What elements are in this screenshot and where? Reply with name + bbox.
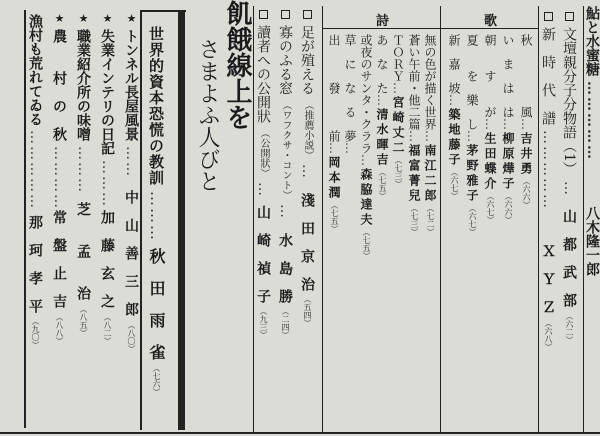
toc-item-note: （公開狀） — [258, 127, 269, 178]
toc-item-feet-multiply[interactable]: 足が殖える （推薦小説） … 淺 田 京 治 （五四） — [300, 0, 314, 430]
toc-item-new-era[interactable]: 新 時 代 譜 …………… Ｘ Ｙ Ｚ （六八） — [541, 0, 555, 430]
toc-item-page: （六六） — [522, 177, 531, 209]
toc-item-author: 水 島 勝 — [277, 232, 293, 303]
feature-author: 秋 田 雨 雀 — [147, 247, 166, 360]
toc-item-title: 失業インテリの日記 — [99, 29, 115, 156]
toc-item-author: 茅野雅子 — [465, 144, 479, 204]
bottom-rule — [0, 432, 600, 434]
toc-item-title: 夏 を 樂 し — [465, 34, 479, 130]
toc-item-tunnel-houses[interactable]: ★ トンネル長屋風景 …… 中 山 善 三 郎 （八〇） — [123, 12, 139, 353]
box-marker-icon — [281, 10, 290, 19]
toc-item-title: 農 村 の 秋 — [51, 29, 67, 142]
box-marker-icon — [259, 10, 268, 19]
toc-item-widow-window[interactable]: 寡のふる窓 （ワフクサ・コント） … 水 島 勝 （二四） — [278, 0, 292, 430]
tanka-left-rule — [440, 6, 441, 432]
toc-item-author: 吉井勇 — [519, 132, 533, 177]
right-left-rule — [538, 6, 539, 432]
toc-item-title: 草 に な る 夢 — [343, 34, 357, 142]
toc-item-page: （九三） — [259, 307, 268, 340]
toc-item-author: 那 珂 孝 平 — [27, 214, 43, 313]
box-marker-icon — [565, 12, 574, 21]
toc-item[interactable]: 新 嘉 坡…築地藤子（六七） — [447, 34, 461, 200]
toc-item-note: （ワフクサ・コント） — [280, 99, 291, 200]
box-marker-icon — [303, 10, 312, 19]
poem-left-rule — [322, 6, 323, 432]
toc-item-author: 柳原燁子 — [501, 132, 515, 192]
toc-item-title: 無の色が描く世界 — [423, 34, 437, 130]
feature-box-left — [140, 10, 142, 430]
toc-item-title: 出 發 前 — [327, 34, 341, 142]
toc-item-author: 福富菁兒 — [407, 144, 421, 204]
toc-item-title: ＴＯＲＹ — [391, 34, 405, 82]
toc-item-author: 岡本潤 — [327, 156, 341, 201]
toc-item-page: （七五） — [362, 228, 371, 260]
toc-item-page: （七三） — [394, 156, 403, 188]
toc-item-author: 常 盤 止 吉 — [51, 210, 67, 309]
toc-item-page: （八二） — [103, 312, 112, 345]
toc-item-page: （六八） — [544, 318, 553, 351]
star-icon: ★ — [77, 12, 90, 25]
toc-item-author: 淺 田 京 治 — [299, 192, 315, 291]
toc-item[interactable]: 無の色が描く世界…南江二郎（七二） — [423, 34, 437, 236]
toc-item-employment-office[interactable]: ★ 職業紹介所の味噌 ……… 芝 孟 治 （八五） — [75, 12, 91, 337]
toc-item-author: 芝 孟 治 — [75, 202, 91, 301]
toc-item-title: 蒼い午前・他二篇 — [407, 34, 421, 130]
toc-item[interactable]: 或夜のサンタ・クララ…森脇達夫（七五） — [359, 34, 373, 260]
toc-item-author: Ｘ Ｙ Ｚ — [540, 244, 556, 315]
star-icon: ★ — [53, 12, 66, 25]
toc-item-page: （六二） — [565, 311, 574, 344]
toc-item-page: （七二） — [426, 204, 435, 236]
toc-item[interactable]: い ま は は…柳原燁子（六六） — [501, 34, 515, 224]
center-feature-title: 飢餓線上を — [222, 0, 252, 130]
poem-section-label: 詩 — [376, 14, 390, 29]
toc-item-page: （七五） — [378, 168, 387, 200]
toc-item-author: 八木隆一郎 — [584, 205, 600, 276]
toc-feature-crisis-lessons[interactable]: 世界的資本恐慌の教訓 ……… 秋 田 雨 雀 （七六） — [147, 26, 166, 397]
toc-item-note: （推薦小説） — [302, 99, 313, 160]
toc-item-author: 南江二郎 — [423, 144, 437, 204]
toc-item-open-letter[interactable]: 讀者への公開狀 （公開狀） … 山 崎 禎 子 （九三） — [256, 0, 270, 430]
toc-item[interactable]: 朝 す が…生田蝶介（六七） — [483, 34, 497, 224]
toc-item-title: トンネル長屋風景 — [123, 29, 139, 142]
toc-item-page: （六七） — [486, 192, 495, 224]
toc-item-title: 漁村も荒れてゐる — [27, 14, 43, 126]
star-icon: ★ — [101, 12, 114, 25]
center-feature-subtitle: さまよふ人びと — [195, 38, 220, 192]
tanka-section-label: 歌 — [484, 14, 498, 29]
toc-item[interactable]: 夏 を 樂 し…茅野雅子（六七） — [465, 34, 479, 236]
toc-item-page: （八五） — [79, 304, 88, 337]
toc-item-title: 新 嘉 坡 — [447, 34, 461, 94]
toc-item-author: 清水暉吉 — [375, 108, 389, 168]
toc-item-page: （五四） — [303, 295, 312, 328]
toc-item-title: 鮎と水蜜糖 — [584, 6, 600, 76]
toc-item[interactable]: 蒼い午前・他二篇…福富菁兒（七三） — [407, 34, 421, 236]
feature-box-right-thick — [178, 10, 185, 430]
toc-item-page: （二四） — [281, 307, 290, 340]
toc-item[interactable]: 出 發 前…岡本潤（七五） — [327, 34, 341, 233]
toc-item-title: 讀者への公開狀 — [255, 25, 271, 124]
toc-item-fishing-village[interactable]: 漁村も荒れてゐる …………… 那 珂 孝 平 （九〇） — [27, 14, 43, 350]
toc-item-author: 加 藤 玄 之 — [99, 210, 115, 309]
toc-item-title: 足が殖える — [299, 25, 315, 96]
toc-item-edge-ayu[interactable]: 鮎と水蜜糖 …………… 八木隆一郎 — [584, 6, 600, 276]
toc-item-title: 寡のふる窓 — [277, 25, 293, 96]
toc-item-literary-bosses[interactable]: 文壇親分子分物語（1） … 山 都 武 部 （六二） — [562, 0, 576, 430]
toc-item-author: 山 都 武 部 — [561, 209, 577, 308]
toc-item-title: 或夜のサンタ・クララ — [359, 34, 373, 154]
star-icon: ★ — [125, 12, 138, 25]
toc-item-title: 新 時 代 譜 — [540, 27, 556, 126]
feature-page: （七六） — [152, 364, 161, 397]
toc-item-author: 生田蝶介 — [483, 132, 497, 192]
toc-item-title: 秋 風 — [519, 34, 533, 118]
toc-item-author: 中 山 善 三 郎 — [123, 190, 139, 317]
toc-item-page: （八八） — [55, 312, 64, 345]
toc-item-title: い ま は は — [501, 34, 515, 118]
toc-item-author: 宮崎丈二 — [391, 96, 405, 156]
toc-item-page: （七三） — [410, 204, 419, 236]
toc-item-page: （六六） — [504, 192, 513, 224]
feature-title: 世界的資本恐慌の教訓 — [147, 26, 165, 186]
toc-item[interactable]: ＴＯＲＹ…宮崎丈二（七三） — [391, 34, 405, 188]
toc-item-page: （八〇） — [127, 320, 136, 353]
toc-item-page: （六七） — [450, 168, 459, 200]
toc-item[interactable]: 秋 風…吉井勇（六六） — [519, 34, 533, 209]
left-border-rule — [24, 10, 26, 428]
toc-item-author: 山 崎 禎 子 — [255, 204, 271, 303]
toc-item-author: 築地藤子 — [447, 108, 461, 168]
toc-item-title: 職業紹介所の味噌 — [75, 29, 91, 142]
toc-item-page: （七五） — [330, 201, 339, 233]
toc-item-author: 森脇達夫 — [359, 168, 373, 228]
toc-item-rural-autumn[interactable]: ★ 農 村 の 秋 ………… 常 盤 止 吉 （八八） — [51, 12, 67, 345]
toc-item-title: 朝 す が — [483, 34, 497, 118]
toc-item-page: （六七） — [468, 204, 477, 236]
mid-left-rule — [253, 6, 254, 432]
toc-item[interactable]: 草 に な る 夢… — [343, 34, 357, 156]
toc-item-title: 文壇親分子分物語（1） — [561, 27, 577, 177]
box-marker-icon — [544, 12, 553, 21]
toc-item-title: あ な た — [375, 34, 389, 94]
toc-item-page: （九〇） — [31, 317, 40, 350]
toc-item[interactable]: あ な た…清水暉吉（七五） — [375, 34, 389, 200]
toc-item-unemployed-diary[interactable]: ★ 失業インテリの日記 ……… 加 藤 玄 之 （八二） — [99, 12, 115, 345]
